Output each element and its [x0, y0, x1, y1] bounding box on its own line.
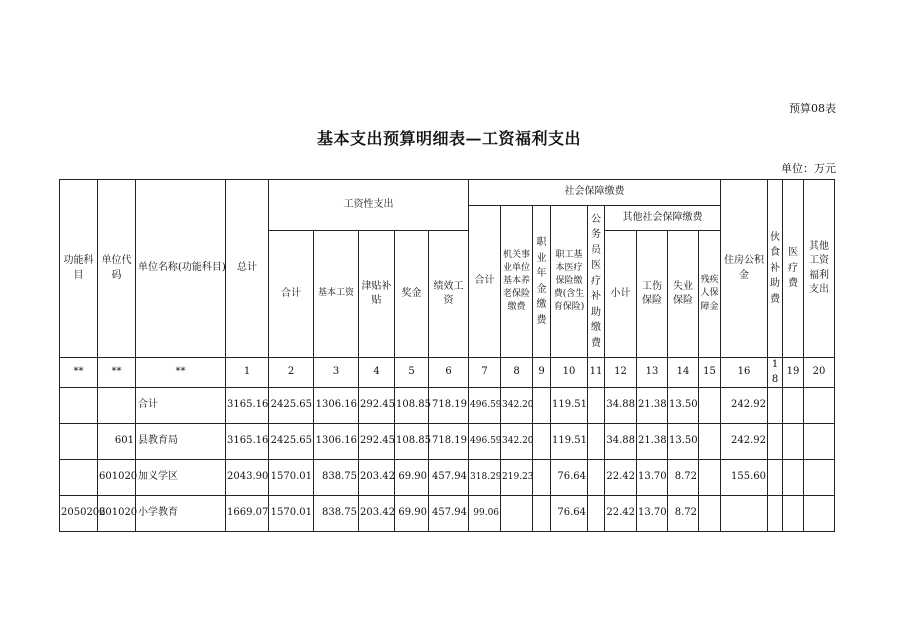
- table-cell: 838.75: [314, 460, 359, 496]
- table-cell: 小学教育: [136, 496, 226, 532]
- table-cell: [768, 460, 783, 496]
- table-cell: [804, 424, 835, 460]
- table-cell: 13.50: [668, 424, 699, 460]
- header-housing: 住房公积金: [721, 180, 768, 358]
- table-cell: 718.19: [429, 388, 469, 424]
- table-cell: [783, 388, 804, 424]
- index-cell: 18: [768, 358, 783, 388]
- table-cell: 108.85: [395, 424, 429, 460]
- budget-table: [59, 179, 835, 532]
- index-cell: 11: [588, 358, 605, 388]
- header-civil-medical: 公务员医疗补助缴费: [588, 206, 605, 358]
- table-cell: 108.85: [395, 388, 429, 424]
- table-cell: [533, 460, 551, 496]
- header-disability: 残疾人保障金: [699, 231, 721, 358]
- table-cell: [804, 460, 835, 496]
- table-cell: 22.42: [605, 460, 637, 496]
- index-cell: 12: [605, 358, 637, 388]
- table-cell: 2425.65: [269, 388, 314, 424]
- table-cell: [804, 388, 835, 424]
- table-cell: [533, 496, 551, 532]
- header-func-code: 功能科目: [60, 180, 98, 358]
- table-cell: 21.38: [637, 388, 668, 424]
- header-annuity: 职业年金缴费: [533, 206, 551, 358]
- table-cell: [60, 388, 98, 424]
- table-cell: [60, 460, 98, 496]
- index-cell: **: [60, 358, 98, 388]
- header-row-1: [60, 180, 835, 206]
- table-cell: [768, 388, 783, 424]
- table-cell: 8.72: [668, 460, 699, 496]
- table-cell: 13.50: [668, 388, 699, 424]
- table-cell: 601: [98, 424, 136, 460]
- table-row: [60, 388, 835, 424]
- table-cell: 457.94: [429, 460, 469, 496]
- index-cell: 2: [269, 358, 314, 388]
- header-social-group: 社会保障缴费: [469, 180, 721, 206]
- table-cell: [699, 460, 721, 496]
- table-row: [60, 460, 835, 496]
- table-cell: 13.70: [637, 460, 668, 496]
- table-cell: 合计: [136, 388, 226, 424]
- index-cell: 14: [668, 358, 699, 388]
- index-cell: 6: [429, 358, 469, 388]
- table-cell: 76.64: [551, 496, 588, 532]
- header-other-group: 其他社会保障缴费: [605, 206, 721, 231]
- table-cell: 155.60: [721, 460, 768, 496]
- table-cell: [533, 424, 551, 460]
- form-number: 预算08表: [789, 102, 836, 115]
- header-wage-group: 工资性支出: [269, 180, 469, 231]
- table-cell: 292.45: [359, 388, 395, 424]
- table-cell: 119.51: [551, 388, 588, 424]
- index-cell: 8: [501, 358, 533, 388]
- table-cell: [768, 424, 783, 460]
- table-cell: 1570.01: [269, 460, 314, 496]
- header-injury: 工伤保险: [637, 231, 668, 358]
- table-cell: [783, 460, 804, 496]
- table-cell: 318.29: [469, 460, 501, 496]
- table-cell: [501, 496, 533, 532]
- table-cell: 34.88: [605, 424, 637, 460]
- index-cell: 3: [314, 358, 359, 388]
- table-cell: 1669.07: [226, 496, 269, 532]
- header-wage-subtotal: 合计: [269, 231, 314, 358]
- table-cell: 718.19: [429, 424, 469, 460]
- table-cell: 119.51: [551, 424, 588, 460]
- table-cell: 1306.16: [314, 388, 359, 424]
- index-cell: 20: [804, 358, 835, 388]
- header-meal: 伙食补助费: [768, 180, 783, 358]
- table-cell: 457.94: [429, 496, 469, 532]
- index-cell: **: [136, 358, 226, 388]
- table-cell: 601020: [98, 496, 136, 532]
- header-pension: 机关事业单位基本养老保险缴费: [501, 206, 533, 358]
- unit-label: 单位：万元: [781, 162, 836, 175]
- table-cell: 3165.16: [226, 388, 269, 424]
- header-allowance: 津贴补贴: [359, 231, 395, 358]
- table-cell: 292.45: [359, 424, 395, 460]
- index-cell: 9: [533, 358, 551, 388]
- table-cell: 3165.16: [226, 424, 269, 460]
- table-cell: 加义学区: [136, 460, 226, 496]
- table-cell: 76.64: [551, 460, 588, 496]
- table-cell: [588, 424, 605, 460]
- header-unemployment: 失业保险: [668, 231, 699, 358]
- table-cell: 69.90: [395, 496, 429, 532]
- table-cell: [533, 388, 551, 424]
- table-cell: 342.20: [501, 424, 533, 460]
- table-cell: [588, 460, 605, 496]
- table-cell: [804, 496, 835, 532]
- index-cell: 4: [359, 358, 395, 388]
- table-cell: 838.75: [314, 496, 359, 532]
- table-cell: [699, 424, 721, 460]
- table-cell: 242.92: [721, 424, 768, 460]
- table-cell: [721, 496, 768, 532]
- header-medical: 职工基本医疗保险缴费(含生育保险): [551, 206, 588, 358]
- table-cell: [783, 496, 804, 532]
- table-cell: 203.42: [359, 496, 395, 532]
- index-cell: 16: [721, 358, 768, 388]
- index-cell: 1: [226, 358, 269, 388]
- table-cell: 496.59: [469, 424, 501, 460]
- table-cell: 219.23: [501, 460, 533, 496]
- index-cell: 7: [469, 358, 501, 388]
- header-other-welfare: 其他工资福利支出: [804, 180, 835, 358]
- table-cell: 县教育局: [136, 424, 226, 460]
- table-cell: 242.92: [721, 388, 768, 424]
- table-cell: [588, 496, 605, 532]
- table-cell: 342.20: [501, 388, 533, 424]
- header-unit-name: 单位名称(功能科目): [136, 180, 226, 358]
- table-cell: 22.42: [605, 496, 637, 532]
- index-cell: **: [98, 358, 136, 388]
- header-bonus: 奖金: [395, 231, 429, 358]
- table-cell: [783, 424, 804, 460]
- header-total: 总计: [226, 180, 269, 358]
- header-performance: 绩效工资: [429, 231, 469, 358]
- index-cell: 10: [551, 358, 588, 388]
- index-cell: 13: [637, 358, 668, 388]
- table-cell: 203.42: [359, 460, 395, 496]
- index-cell: 5: [395, 358, 429, 388]
- index-row: [60, 358, 835, 388]
- table-cell: 496.59: [469, 388, 501, 424]
- header-other-subtotal: 小计: [605, 231, 637, 358]
- table-cell: 34.88: [605, 388, 637, 424]
- table-cell: 1570.01: [269, 496, 314, 532]
- header-unit-code: 单位代码: [98, 180, 136, 358]
- table-cell: [768, 496, 783, 532]
- table-cell: [588, 388, 605, 424]
- table-cell: 2043.90: [226, 460, 269, 496]
- table-cell: [98, 388, 136, 424]
- table-cell: [60, 424, 98, 460]
- document-title: 基本支出预算明细表—工资福利支出: [316, 129, 581, 148]
- header-social-subtotal: 合计: [469, 206, 501, 358]
- table-cell: [699, 496, 721, 532]
- table-cell: 601020: [98, 460, 136, 496]
- table-cell: 8.72: [668, 496, 699, 532]
- table-cell: 1306.16: [314, 424, 359, 460]
- index-cell: 15: [699, 358, 721, 388]
- header-basic-wage: 基本工资: [314, 231, 359, 358]
- index-cell: 19: [783, 358, 804, 388]
- table-cell: 2050202: [60, 496, 98, 532]
- table-cell: 2425.65: [269, 424, 314, 460]
- table-cell: 21.38: [637, 424, 668, 460]
- table-cell: 13.70: [637, 496, 668, 532]
- table-row: [60, 496, 835, 532]
- table-cell: 69.90: [395, 460, 429, 496]
- table-cell: 99.06: [469, 496, 501, 532]
- header-med-fee: 医疗费: [783, 180, 804, 358]
- table-row: [60, 424, 835, 460]
- table-cell: [699, 388, 721, 424]
